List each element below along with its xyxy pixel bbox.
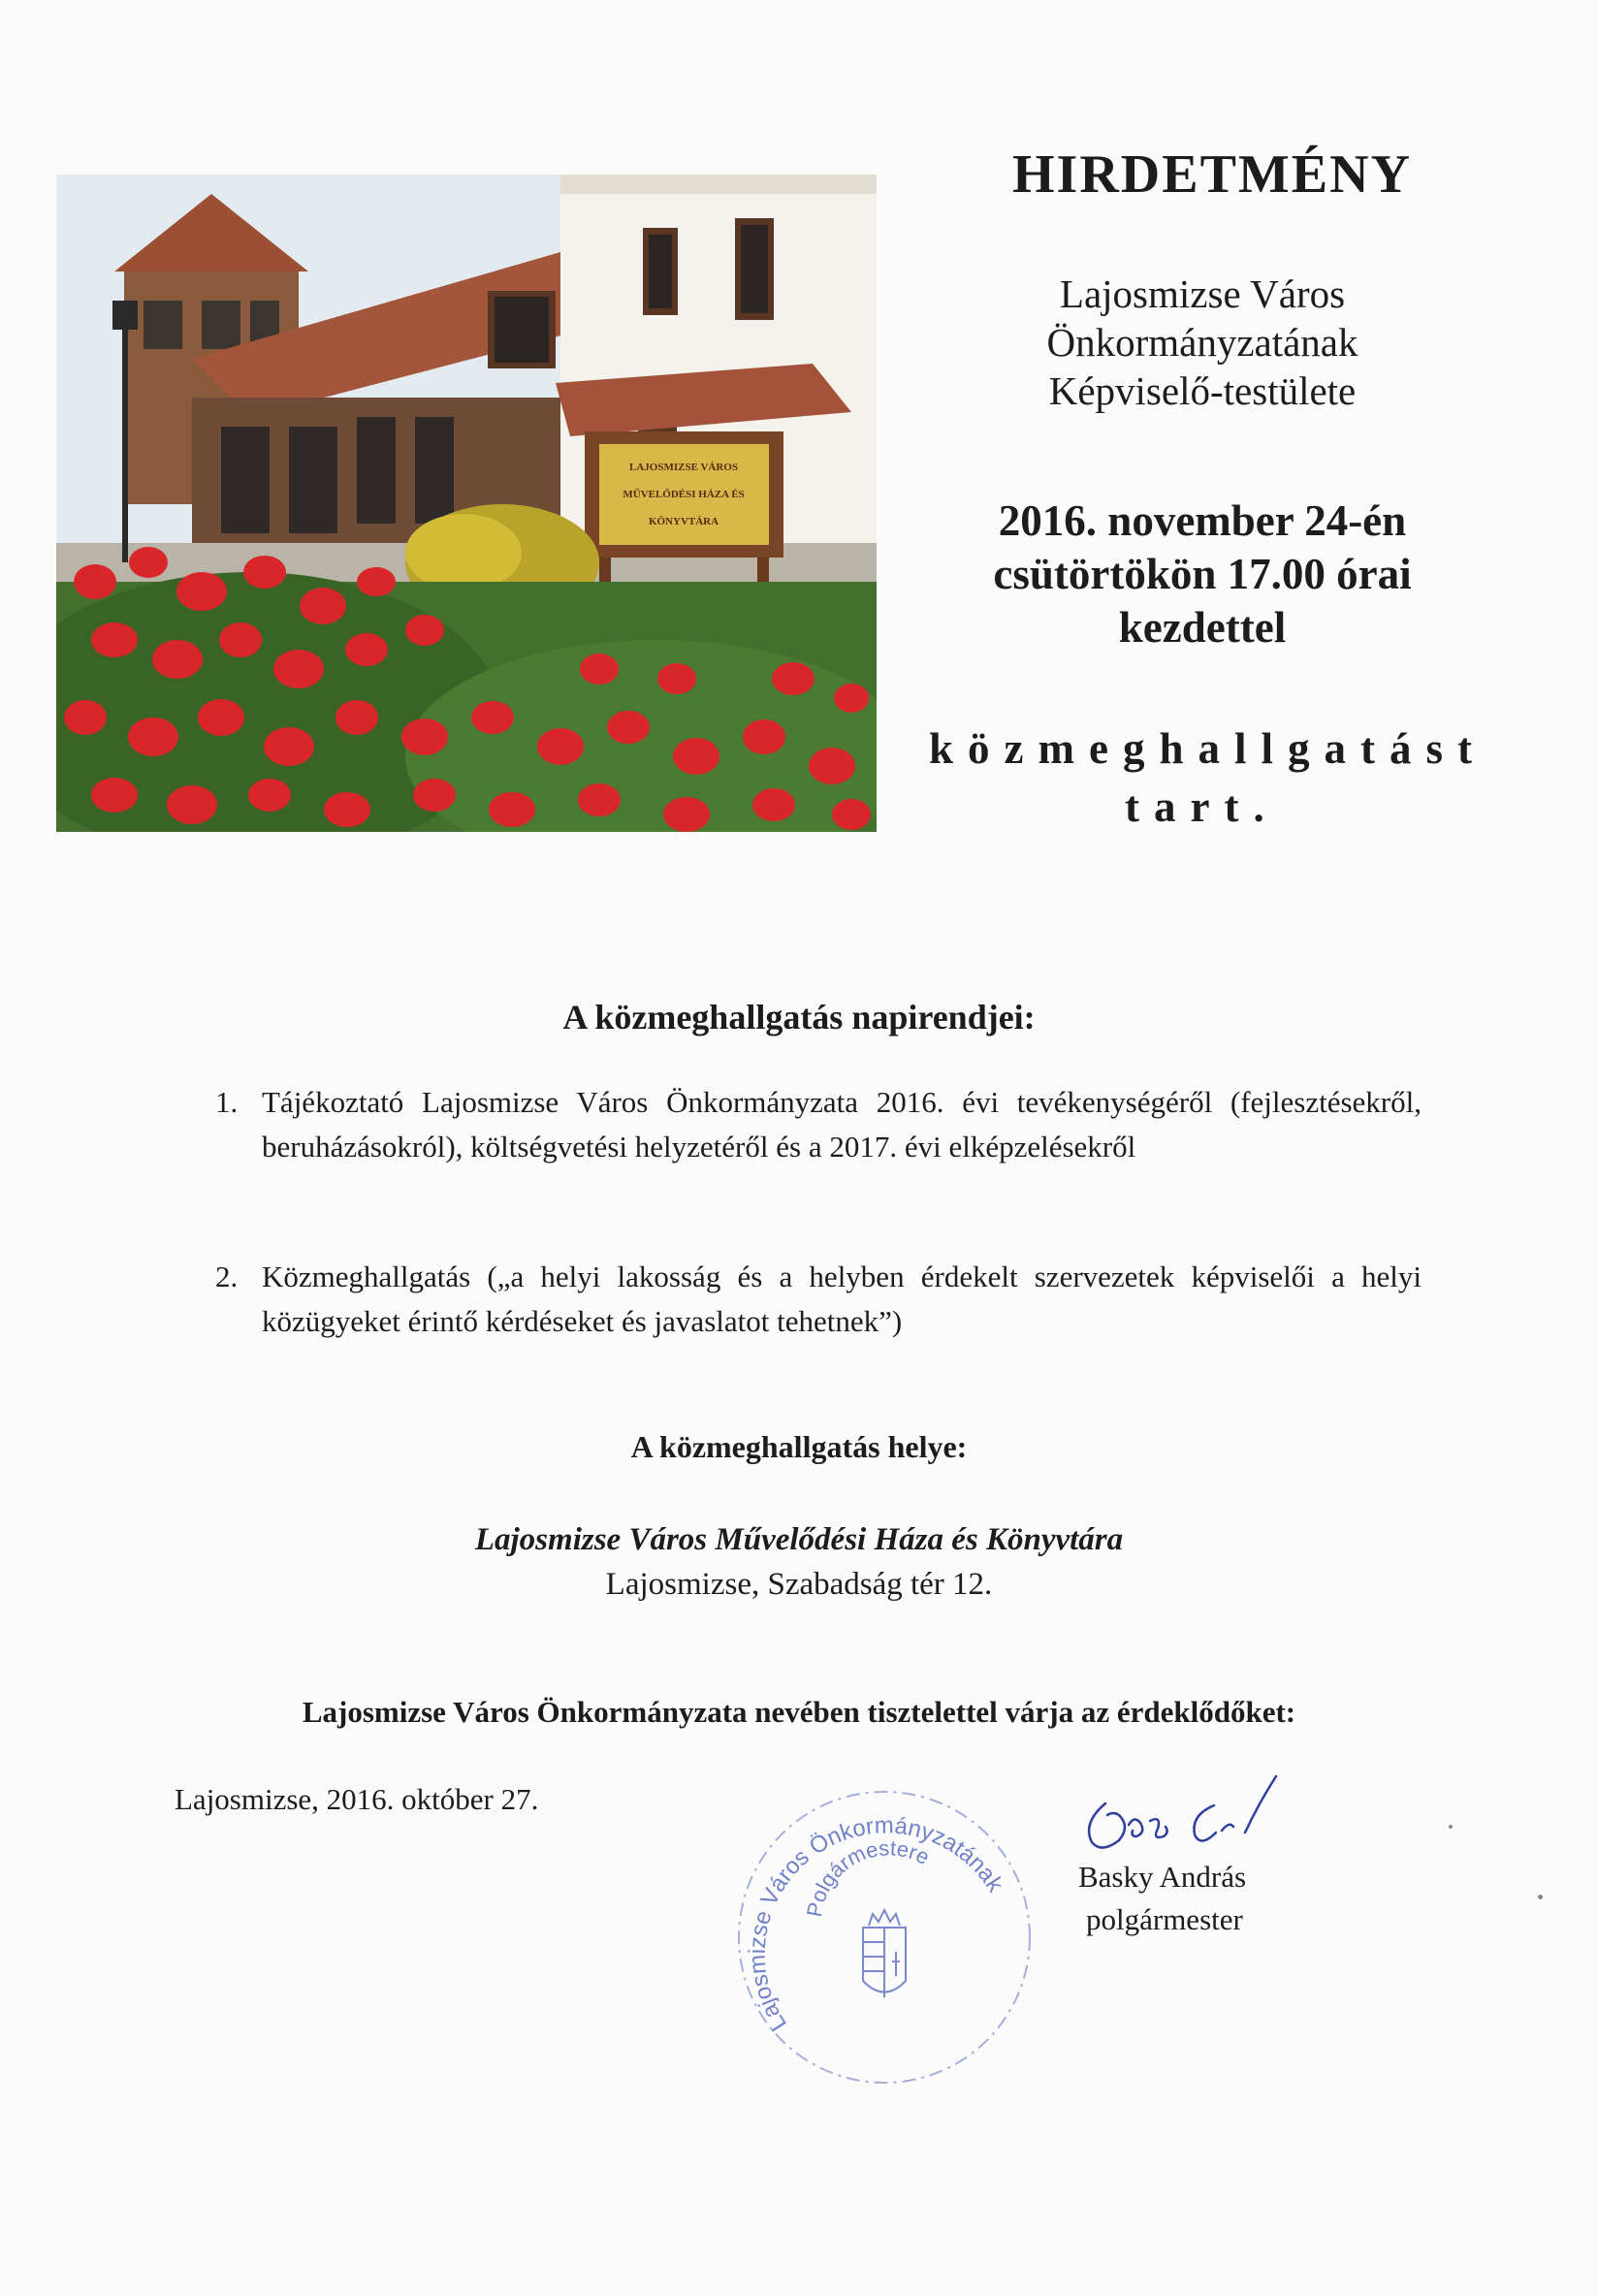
notice-title: HIRDETMÉNY xyxy=(1011,144,1413,205)
seal-outer-text: Lajosmizse Város Önkormányzatának xyxy=(744,1812,1008,2036)
agenda-item xyxy=(215,1080,1422,1169)
action-line-2: tart. xyxy=(1125,782,1279,831)
agenda-item-text: Tájékoztató Lajosmizse Város Önkormányzata 2016. évi tevékenységéről (fejlesztésekről, beruházásokról), költségvetési helyzetéről és a 2017. évi elképzelésekről xyxy=(262,1085,1422,1164)
building-photo-illustration xyxy=(56,175,877,832)
place-and-date: Lajosmizse, 2016. október 27. xyxy=(175,1782,539,1816)
sign-line-2: MŰVELŐDÉSI HÁZA ÉS xyxy=(623,489,745,500)
seal-inner-text: Polgármestere xyxy=(801,1835,934,1919)
sign-line-1: LAJOSMIZSE VÁROS xyxy=(629,462,738,473)
agenda-item-number: 2. xyxy=(215,1260,239,1293)
council-line-3: Képviselő-testülete xyxy=(1048,368,1357,413)
sign-line-3: KÖNYVTÁRA xyxy=(648,516,719,527)
agenda-item-text: Közmeghallgatás („a helyi lakosság és a helyben érdekelt szervezetek képviselői a helyi közügyeket érintő kérdéseket és javaslatot tehetnek”) xyxy=(262,1260,1422,1338)
council-line-2: Önkormányzatának xyxy=(1046,320,1358,365)
public-hearing-announcement xyxy=(929,719,1511,836)
signer-title: polgármester xyxy=(1086,1902,1243,1936)
agenda-item xyxy=(215,1255,1422,1344)
date-line-1: 2016. november 24-én xyxy=(998,496,1407,545)
council-line-1: Lajosmizse Város xyxy=(1059,271,1346,316)
signer-name: Basky András xyxy=(1078,1860,1247,1894)
date-line-2: csütörtökön 17.00 órai xyxy=(993,550,1412,598)
venue-address: Lajosmizse, Szabadság tér 12. xyxy=(605,1567,993,1602)
seal-stamp xyxy=(729,1782,1039,2092)
official-seal xyxy=(729,1782,1039,2092)
meeting-date xyxy=(921,494,1484,654)
building-photo xyxy=(56,175,877,832)
action-line-1: közmeghallgatást xyxy=(929,724,1486,773)
date-line-3: kezdettel xyxy=(1118,603,1287,652)
agenda-item-number: 1. xyxy=(215,1085,239,1119)
coat-of-arms-icon xyxy=(863,1910,906,1997)
venue-heading: A közmeghallgatás helye: xyxy=(630,1429,968,1464)
invitation-line: Lajosmizse Város Önkormányzata nevében tisztelettel várja az érdeklődőket: xyxy=(302,1695,1296,1729)
scan-speck xyxy=(1449,1825,1453,1829)
scan-speck xyxy=(1538,1895,1543,1899)
venue-name: Lajosmizse Város Művelődési Háza és Könyvtára xyxy=(474,1522,1124,1557)
agenda-heading: A közmeghallgatás napirendjei: xyxy=(562,998,1036,1036)
council-name xyxy=(931,270,1474,415)
